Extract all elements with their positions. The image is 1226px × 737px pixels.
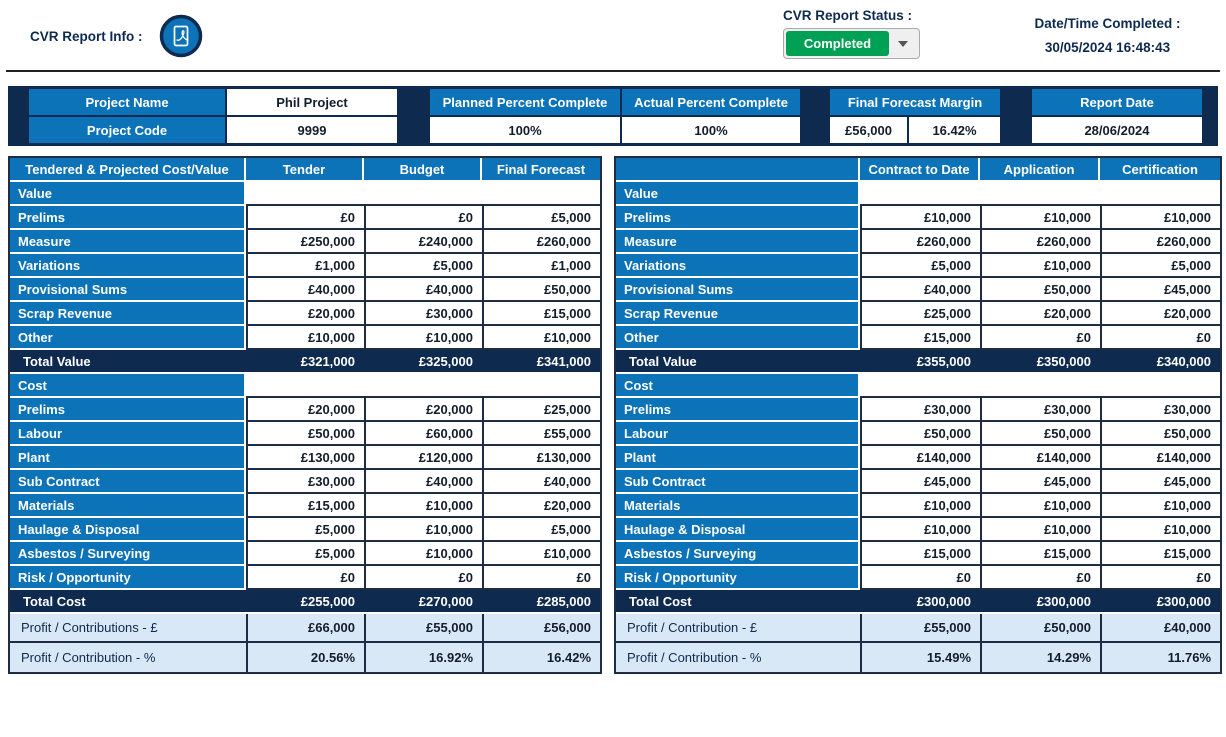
cell-value: £40,000 (364, 470, 482, 494)
cell-value: £5,000 (482, 206, 600, 230)
cell-value: £30,000 (364, 302, 482, 326)
cell-value: £10,000 (364, 542, 482, 566)
cell-value: £30,000 (1100, 398, 1220, 422)
section-spacer (860, 182, 1220, 206)
cell-value: £130,000 (246, 446, 364, 470)
table-row (10, 230, 600, 254)
table-row (616, 446, 1220, 470)
actual-percent-value: 100% (622, 117, 800, 143)
cell-value: £10,000 (364, 326, 482, 350)
datetime-completed-label: Date/Time Completed : (1034, 16, 1181, 31)
cell-value: £0 (246, 566, 364, 590)
cell-value: £50,000 (246, 422, 364, 446)
cell-value: £5,000 (860, 254, 980, 278)
table-row (10, 398, 600, 422)
cell-value: £5,000 (482, 518, 600, 542)
table-row (616, 566, 1220, 590)
cell-value: £140,000 (860, 446, 980, 470)
cell-value: £10,000 (980, 254, 1100, 278)
total-value: £300,000 (860, 590, 980, 614)
cell-value: £260,000 (482, 230, 600, 254)
cell-value: £20,000 (246, 398, 364, 422)
report-date-group (1032, 89, 1202, 143)
row-label: Haulage & Disposal (616, 518, 860, 542)
table-row (616, 254, 1220, 278)
cell-value: £140,000 (980, 446, 1100, 470)
row-label: Provisional Sums (10, 278, 246, 302)
profit-value: 11.76% (1100, 643, 1220, 672)
cell-value: £20,000 (482, 494, 600, 518)
profit-value: £56,000 (482, 614, 600, 643)
report-date-label: Report Date (1032, 89, 1202, 115)
cell-value: £10,000 (980, 206, 1100, 230)
cell-value: £40,000 (246, 278, 364, 302)
total-value: £340,000 (1100, 350, 1220, 374)
project-name-value: Phil Project (227, 89, 397, 115)
total-value: £300,000 (980, 590, 1100, 614)
total-value: £325,000 (364, 350, 482, 374)
profit-value: £66,000 (246, 614, 364, 643)
row-label: Risk / Opportunity (10, 566, 246, 590)
cell-value: £15,000 (1100, 542, 1220, 566)
cell-value: £0 (860, 566, 980, 590)
cell-value: £10,000 (860, 494, 980, 518)
cell-value: £10,000 (364, 518, 482, 542)
report-info-group (30, 14, 203, 58)
cell-value: £30,000 (980, 398, 1100, 422)
cell-value: £120,000 (364, 446, 482, 470)
cell-value: £45,000 (860, 470, 980, 494)
section-header: Cost (10, 374, 246, 398)
final-forecast-margin-value: £56,000 (830, 117, 907, 143)
profit-row (616, 643, 1220, 672)
cell-value: £1,000 (482, 254, 600, 278)
column-header: Certification (1100, 158, 1220, 182)
cell-value: £30,000 (246, 470, 364, 494)
planned-percent-value: 100% (430, 117, 620, 143)
total-value: £270,000 (364, 590, 482, 614)
row-label: Labour (10, 422, 246, 446)
table-title: Tendered & Projected Cost/Value (10, 158, 246, 182)
profit-label: Profit / Contribution - % (616, 643, 860, 672)
cell-value: £0 (1100, 566, 1220, 590)
row-label: Scrap Revenue (10, 302, 246, 326)
cell-value: £0 (980, 566, 1100, 590)
cell-value: £20,000 (1100, 302, 1220, 326)
project-code-value: 9999 (227, 117, 397, 143)
cell-value: £50,000 (980, 278, 1100, 302)
cell-value: £40,000 (482, 470, 600, 494)
cell-value: £50,000 (860, 422, 980, 446)
status-badge: Completed (786, 31, 889, 56)
cell-value: £1,000 (246, 254, 364, 278)
row-label: Sub Contract (10, 470, 246, 494)
total-value: £300,000 (1100, 590, 1220, 614)
cell-value: £10,000 (980, 518, 1100, 542)
cell-value: £5,000 (364, 254, 482, 278)
cell-value: £50,000 (1100, 422, 1220, 446)
row-label: Materials (616, 494, 860, 518)
cell-value: £40,000 (364, 278, 482, 302)
cell-value: £20,000 (364, 398, 482, 422)
profit-value: 16.92% (364, 643, 482, 672)
total-value: £355,000 (860, 350, 980, 374)
percent-complete-group (430, 89, 800, 143)
actual-percent-label: Actual Percent Complete (622, 89, 800, 115)
report-date-value: 28/06/2024 (1032, 117, 1202, 143)
column-header: Final Forecast (482, 158, 600, 182)
cell-value: £60,000 (364, 422, 482, 446)
table-row (10, 422, 600, 446)
pdf-file-icon (159, 46, 203, 61)
table-title (616, 158, 860, 182)
cell-value: £45,000 (1100, 470, 1220, 494)
row-label: Plant (10, 446, 246, 470)
row-label: Scrap Revenue (616, 302, 860, 326)
cell-value: £10,000 (246, 326, 364, 350)
final-forecast-margin-percent: 16.42% (909, 117, 1000, 143)
profit-value: £55,000 (860, 614, 980, 643)
table-row (10, 446, 600, 470)
total-label: Total Value (616, 350, 860, 374)
cell-value: £140,000 (1100, 446, 1220, 470)
total-row (616, 590, 1220, 614)
row-label: Materials (10, 494, 246, 518)
table-row (616, 470, 1220, 494)
header-divider (6, 70, 1220, 72)
report-info-label: CVR Report Info : (30, 28, 143, 44)
table-row (616, 302, 1220, 326)
profit-label: Profit / Contribution - % (10, 643, 246, 672)
table-row (10, 542, 600, 566)
row-label: Prelims (616, 206, 860, 230)
cell-value: £0 (246, 206, 364, 230)
project-summary-band (8, 86, 1218, 146)
tendered-projected-table (8, 156, 602, 674)
section-spacer (246, 182, 600, 206)
section-spacer (860, 374, 1220, 398)
cell-value: £10,000 (482, 542, 600, 566)
cell-value: £30,000 (860, 398, 980, 422)
row-label: Prelims (10, 398, 246, 422)
top-bar (0, 0, 1226, 70)
chevron-down-icon (889, 35, 917, 52)
total-label: Total Cost (10, 590, 246, 614)
table-row (616, 518, 1220, 542)
profit-value: £55,000 (364, 614, 482, 643)
table-row (10, 518, 600, 542)
total-value: £255,000 (246, 590, 364, 614)
cell-value: £0 (1100, 326, 1220, 350)
planned-percent-label: Planned Percent Complete (430, 89, 620, 115)
row-label: Risk / Opportunity (616, 566, 860, 590)
cell-value: £15,000 (860, 542, 980, 566)
table-row (616, 230, 1220, 254)
total-value: £341,000 (482, 350, 600, 374)
profit-value: £50,000 (980, 614, 1100, 643)
cell-value: £45,000 (1100, 278, 1220, 302)
table-row (10, 326, 600, 350)
cell-value: £10,000 (860, 206, 980, 230)
row-label: Other (616, 326, 860, 350)
cell-value: £15,000 (246, 494, 364, 518)
profit-label: Profit / Contribution - £ (616, 614, 860, 643)
total-row (10, 350, 600, 374)
cell-value: £10,000 (364, 494, 482, 518)
row-label: Asbestos / Surveying (10, 542, 246, 566)
table-row (10, 254, 600, 278)
column-header: Application (980, 158, 1100, 182)
cell-value: £0 (482, 566, 600, 590)
profit-row (616, 614, 1220, 643)
cell-value: £20,000 (246, 302, 364, 326)
project-code-label: Project Code (29, 117, 225, 143)
table-row (616, 398, 1220, 422)
row-label: Prelims (10, 206, 246, 230)
cell-value: £0 (980, 326, 1100, 350)
row-label: Labour (616, 422, 860, 446)
cell-value: £0 (364, 206, 482, 230)
cell-value: £45,000 (980, 470, 1100, 494)
row-label: Plant (616, 446, 860, 470)
profit-value: 20.56% (246, 643, 364, 672)
cell-value: £5,000 (1100, 254, 1220, 278)
profit-value: 16.42% (482, 643, 600, 672)
row-label: Variations (10, 254, 246, 278)
profit-label: Profit / Contributions - £ (10, 614, 246, 643)
cell-value: £260,000 (1100, 230, 1220, 254)
profit-value: 15.49% (860, 643, 980, 672)
cell-value: £240,000 (364, 230, 482, 254)
cell-value: £55,000 (482, 422, 600, 446)
total-label: Total Value (10, 350, 246, 374)
table-row (10, 302, 600, 326)
cell-value: £5,000 (246, 518, 364, 542)
cell-value: £25,000 (860, 302, 980, 326)
total-label: Total Cost (616, 590, 860, 614)
contract-application-certification-table (614, 156, 1222, 674)
total-row (616, 350, 1220, 374)
cell-value: £10,000 (980, 494, 1100, 518)
cell-value: £250,000 (246, 230, 364, 254)
total-row (10, 590, 600, 614)
row-label: Other (10, 326, 246, 350)
cell-value: £5,000 (246, 542, 364, 566)
cell-value: £130,000 (482, 446, 600, 470)
row-label: Variations (616, 254, 860, 278)
cell-value: £15,000 (482, 302, 600, 326)
row-label: Measure (616, 230, 860, 254)
project-identity-group (29, 89, 397, 143)
row-label: Sub Contract (616, 470, 860, 494)
cell-value: £50,000 (980, 422, 1100, 446)
table-row (10, 470, 600, 494)
cell-value: £10,000 (1100, 206, 1220, 230)
table-row (616, 206, 1220, 230)
pdf-report-button[interactable] (159, 14, 203, 58)
profit-value: 14.29% (980, 643, 1100, 672)
report-status-group (783, 8, 933, 59)
report-status-dropdown[interactable] (783, 28, 920, 59)
section-header: Value (616, 182, 860, 206)
profit-row (10, 643, 600, 672)
section-spacer (246, 374, 600, 398)
project-name-label: Project Name (29, 89, 225, 115)
profit-value: £40,000 (1100, 614, 1220, 643)
table-row (616, 542, 1220, 566)
table-row (616, 422, 1220, 446)
section-header: Value (10, 182, 246, 206)
cell-value: £15,000 (980, 542, 1100, 566)
profit-row (10, 614, 600, 643)
table-row (616, 278, 1220, 302)
cvr-tables-area (8, 156, 1218, 674)
cell-value: £15,000 (860, 326, 980, 350)
cell-value: £20,000 (980, 302, 1100, 326)
datetime-completed-group (1005, 16, 1210, 55)
cell-value: £10,000 (1100, 518, 1220, 542)
row-label: Measure (10, 230, 246, 254)
final-forecast-margin-group (830, 89, 1000, 143)
cell-value: £0 (364, 566, 482, 590)
row-label: Prelims (616, 398, 860, 422)
cell-value: £260,000 (980, 230, 1100, 254)
cell-value: £260,000 (860, 230, 980, 254)
table-row (10, 566, 600, 590)
cell-value: £50,000 (482, 278, 600, 302)
table-row (10, 278, 600, 302)
table-row (10, 206, 600, 230)
report-status-label: CVR Report Status : (783, 8, 913, 23)
cell-value: £10,000 (860, 518, 980, 542)
cell-value: £10,000 (1100, 494, 1220, 518)
column-header: Tender (246, 158, 364, 182)
column-header: Contract to Date (860, 158, 980, 182)
section-header: Cost (616, 374, 860, 398)
total-value: £321,000 (246, 350, 364, 374)
row-label: Asbestos / Surveying (616, 542, 860, 566)
column-header: Budget (364, 158, 482, 182)
cell-value: £25,000 (482, 398, 600, 422)
table-row (10, 494, 600, 518)
table-row (616, 494, 1220, 518)
cell-value: £10,000 (482, 326, 600, 350)
total-value: £350,000 (980, 350, 1100, 374)
row-label: Provisional Sums (616, 278, 860, 302)
total-value: £285,000 (482, 590, 600, 614)
final-forecast-margin-label: Final Forecast Margin (830, 89, 1000, 115)
row-label: Haulage & Disposal (10, 518, 246, 542)
datetime-completed-value: 30/05/2024 16:48:43 (1044, 40, 1171, 55)
cell-value: £40,000 (860, 278, 980, 302)
table-row (616, 326, 1220, 350)
